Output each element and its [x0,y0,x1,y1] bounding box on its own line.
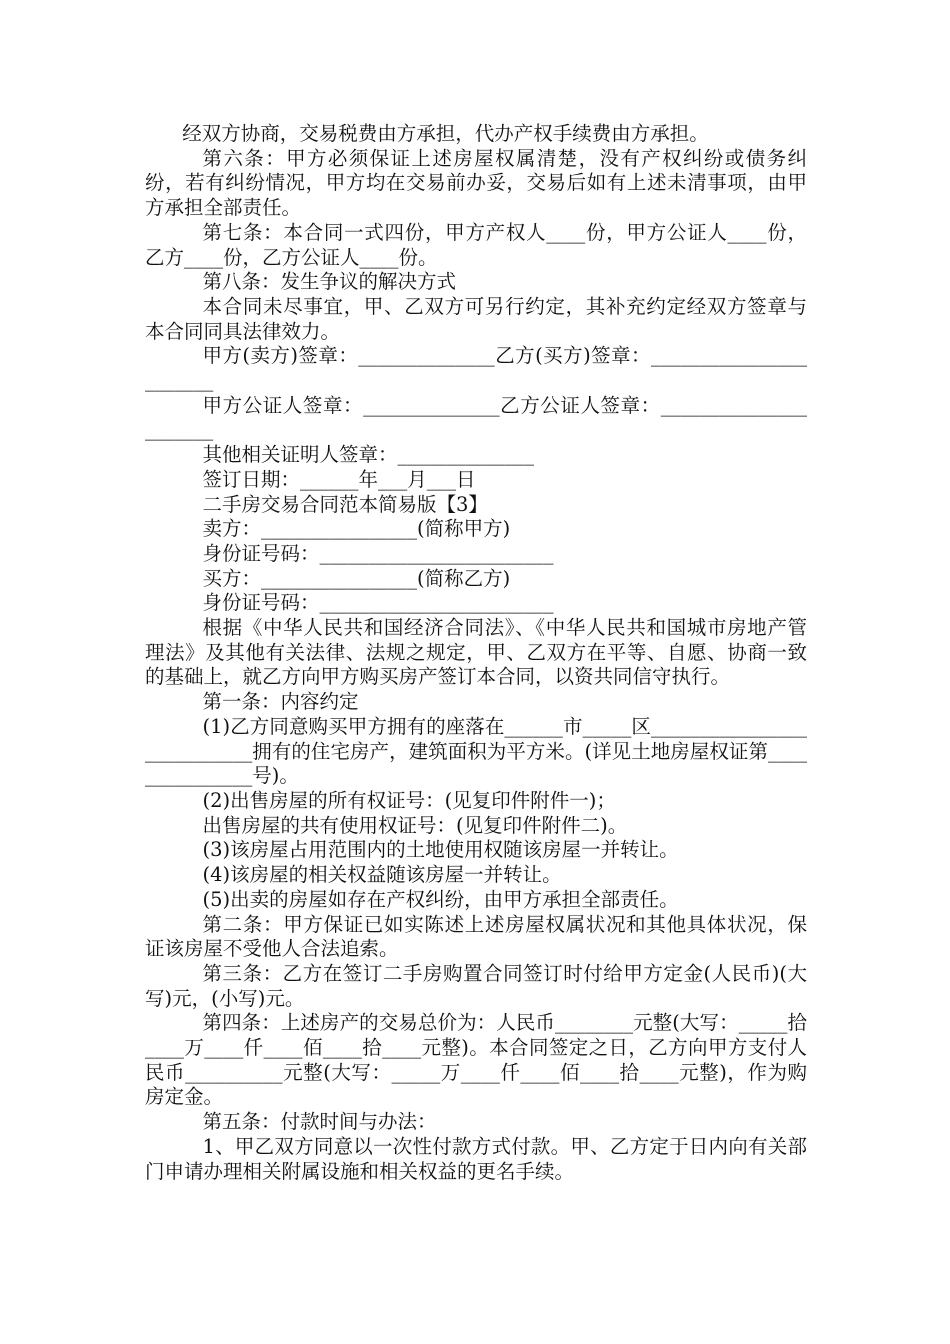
paragraph-seller-id: 身份证号码：________________________ [202,541,554,565]
paragraph-article-7: 第七条：本合同一式四份，甲方产权人____份，甲方公证人____份，乙方____份，乙方公证人____份。 [145,220,807,269]
paragraph-notary-signatures: 甲方公证人签章：______________乙方公证人签章：______________________ [145,393,807,442]
paragraph-payment-1: 1、甲乙双方同意以一次性付款方式付款。甲、乙方定于日内向有关部门申请办理相关附属设施和相关权益的更名手续。 [145,1134,807,1183]
paragraph-contract-title-3: 二手房交易合同范本简易版【3】 [202,492,488,516]
paragraph-article-1-heading: 第一条：内容约定 [202,690,359,714]
paragraph-article-3: 第三条：乙方在签订二手房购置合同签订时付给甲方定金(人民币)(大写)元，(小写)元。 [145,961,807,1010]
paragraph-sign-date: 签订日期：______年___月___日 [202,467,476,491]
paragraph-article-6: 第六条：甲方必须保证上述房屋权属清楚，没有产权纠纷或债务纠纷，若有纠纷情况，甲方均在交易前办妥，交易后如有上述未清事项，由甲方承担全部责任。 [145,146,807,220]
document-page [145,122,807,1184]
paragraph-tax-fee: 经双方协商，交易税费由方承担，代办产权手续费由方承担。 [145,122,709,145]
paragraph-item-5: (5)出卖的房屋如存在产权纠纷，由甲方承担全部责任。 [202,887,679,911]
paragraph-article-8-heading: 第八条：发生争议的解决方式 [202,270,457,294]
paragraph-item-2-shared: 出售房屋的共有使用权证号：(见复印件附件二)。 [202,813,628,837]
paragraph-article-5-heading: 第五条：付款时间与办法： [202,1110,437,1134]
paragraph-party-signatures: 甲方(卖方)签章：______________乙方(买方)签章：_______________________ [145,344,807,393]
paragraph-article-4: 第四条：上述房产的交易总价为：人民币________元整(大写：_____拾____万____仟____佰____拾____元整)。本合同签定之日，乙方向甲方支付人民币__________元整(大写：_____万____仟____佰____拾____元整)，作为购房定金。 [145,1011,807,1109]
paragraph-item-2: (2)出售房屋的所有权证号：(见复印件附件一)； [202,788,616,812]
paragraph-item-3: (3)该房屋占用范围内的土地使用权随该房屋一并转让。 [202,838,679,862]
paragraph-witness-signature: 其他相关证明人签章：______________ [202,443,535,467]
paragraph-preamble: 根据《中华人民共和国经济合同法》、《中华人民共和国城市房地产管理法》及其他有关法律、法规之规定，甲、乙双方在平等、自愿、协商一致的基础上，就乙方向甲方购买房产签订本合同，以资共同信守执行。 [145,616,807,689]
paragraph-buyer-id: 身份证号码：________________________ [202,591,554,615]
paragraph-supplement: 本合同未尽事宜，甲、乙双方可另行约定，其补充约定经双方签章与本合同同具法律效力。 [145,294,807,343]
paragraph-item-4: (4)该房屋的相关权益随该房屋一并转让。 [202,863,562,887]
paragraph-seller: 卖方：________________(简称甲方) [202,517,511,541]
paragraph-buyer: 买方：________________(简称乙方) [202,566,511,590]
paragraph-item-1: (1)乙方同意购买甲方拥有的座落在______市_____区___________________________拥有的住宅房产，建筑面积为平方米。(详见土地房屋权证第_______________号)。 [145,714,807,788]
paragraph-article-2: 第二条：甲方保证已如实陈述上述房屋权属状况和其他具体状况，保证该房屋不受他人合法追索。 [145,912,807,961]
